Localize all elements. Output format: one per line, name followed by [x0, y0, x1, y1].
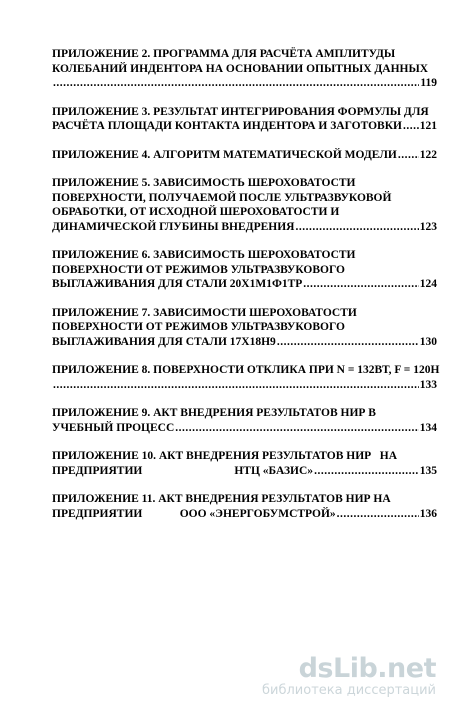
toc-page-number: 123	[419, 220, 437, 233]
table-of-contents	[52, 47, 440, 521]
toc-entry-lastline	[52, 464, 437, 479]
toc-entry-lastline	[52, 421, 437, 436]
toc-entry-appendix-10[interactable]	[52, 449, 437, 478]
toc-entry-lastline	[52, 335, 437, 350]
toc-entry-line: ПРИЛОЖЕНИЕ 9. АКТ ВНЕДРЕНИЯ РЕЗУЛЬТАТОВ НИР В	[52, 407, 376, 419]
toc-entry-lastline	[52, 148, 437, 163]
toc-entry-line: ВЫГЛАЖИВАНИЯ ДЛЯ СТАЛИ 17Х18Н9	[52, 335, 276, 348]
toc-entry-line: ПОВЕРХНОСТИ, ПОЛУЧАЕМОЙ ПОСЛЕ УЛЬТРАЗВУКОВОЙ	[52, 191, 392, 204]
toc-page-number: 134	[419, 421, 437, 434]
toc-leader-dots	[53, 76, 419, 91]
toc-page-number: 136	[419, 507, 437, 520]
toc-leader-dots	[403, 119, 419, 134]
watermark-logo: dsLib.net	[298, 653, 436, 684]
toc-entry-appendix-7[interactable]	[52, 306, 437, 350]
toc-leader-dots	[53, 378, 419, 393]
toc-page-number: 130	[419, 335, 437, 348]
toc-entry-appendix-9[interactable]	[52, 406, 437, 435]
toc-entry-line: ПОВЕРХНОСТИ ОТ РЕЖИМОВ УЛЬТРАЗВУКОВОГО	[52, 263, 345, 276]
toc-entry-appendix-11[interactable]	[52, 492, 437, 521]
toc-entry-line: УЧЕБНЫЙ ПРОЦЕСС	[52, 421, 175, 434]
toc-entry-line: РАСЧЁТА ПЛОЩАДИ КОНТАКТА ИНДЕНТОРА И ЗАГОТОВКИ	[52, 120, 402, 132]
toc-entry-line: ПРЕДПРИЯТИИ НТЦ «БАЗИС»	[52, 464, 314, 477]
toc-entry-appendix-3[interactable]	[52, 105, 437, 134]
toc-entry-line: ПОВЕРХНОСТИ ОТ РЕЖИМОВ УЛЬТРАЗВУКОВОГО	[52, 321, 345, 333]
toc-leader-dots	[175, 421, 418, 436]
toc-leader-dots	[295, 220, 418, 235]
toc-entry-line: КОЛЕБАНИЙ ИНДЕНТОРА НА ОСНОВАНИИ ОПЫТНЫХ ДАННЫХ	[52, 62, 429, 75]
toc-entry-line: ПРИЛОЖЕНИЕ 11. АКТ ВНЕДРЕНИЯ РЕЗУЛЬТАТОВ НИР НА	[52, 493, 391, 505]
toc-entry-line: ПРИЛОЖЕНИЕ 4. АЛГОРИТМ МАТЕМАТИЧЕСКОЙ МОДЕЛИ	[52, 148, 397, 161]
toc-entry-appendix-8[interactable]	[52, 363, 440, 392]
toc-entry-line: ВЫГЛАЖИВАНИЯ ДЛЯ СТАЛИ 20Х1М1Ф1ТР	[52, 278, 303, 290]
toc-entry-line: ОБРАБОТКИ, ОТ ИСХОДНОЙ ШЕРОХОВАТОСТИ И	[52, 206, 340, 218]
toc-entry-appendix-5[interactable]	[52, 176, 437, 234]
toc-entry-line: ПРИЛОЖЕНИЕ 5. ЗАВИСИМОСТЬ ШЕРОХОВАТОСТИ	[52, 177, 356, 189]
toc-page-number: 135	[419, 464, 437, 477]
toc-entry-appendix-4[interactable]	[52, 148, 437, 163]
toc-page-number: 119	[420, 77, 437, 89]
toc-entry-line: ПРИЛОЖЕНИЕ 10. АКТ ВНЕДРЕНИЯ РЕЗУЛЬТАТОВ НИР НА	[52, 450, 398, 462]
toc-leader-dots	[337, 507, 419, 522]
toc-leader-dots	[398, 148, 419, 163]
toc-page-number: 121	[419, 120, 437, 132]
toc-entry-line: ПРИЛОЖЕНИЕ 3. РЕЗУЛЬТАТ ИНТЕГРИРОВАНИЯ ФОРМУЛЫ ДЛЯ	[52, 105, 429, 118]
toc-entry-line: ПРИЛОЖЕНИЕ 2. ПРОГРАММА ДЛЯ РАСЧЁТА АМПЛИТУДЫ	[52, 48, 396, 60]
toc-entry-line: ДИНАМИЧЕСКОЙ ГЛУБИНЫ ВНЕДРЕНИЯ	[52, 220, 295, 233]
toc-leader-dots	[314, 464, 419, 479]
toc-page-number: 133	[419, 378, 437, 391]
toc-page-number: 124	[419, 278, 437, 290]
toc-leader-dots	[277, 335, 419, 350]
toc-entry-lastline	[52, 277, 437, 292]
toc-entry-lastline	[52, 507, 437, 522]
toc-entry-appendix-2[interactable]	[52, 47, 437, 91]
toc-entry-line: ПРЕДПРИЯТИИ ООО «ЭНЕРГОБУМСТРОЙ»	[52, 507, 336, 520]
toc-entry-line: ПРИЛОЖЕНИЕ 8. ПОВЕРХНОСТИ ОТКЛИКА ПРИ N = 132ВТ, F = 120Н	[52, 364, 440, 376]
watermark-subtitle: библиотека диссертаций	[262, 683, 436, 698]
toc-entry-lastline	[52, 119, 437, 134]
toc-entry-line: ПРИЛОЖЕНИЕ 7. ЗАВИСИМОСТИ ШЕРОХОВАТОСТИ	[52, 306, 357, 319]
dslib-watermark	[262, 655, 436, 699]
toc-entry-line: ПРИЛОЖЕНИЕ 6. ЗАВИСИМОСТЬ ШЕРОХОВАТОСТИ	[52, 249, 356, 261]
toc-entry-lastline	[52, 76, 437, 91]
toc-entry-lastline	[52, 378, 437, 393]
toc-entry-lastline	[52, 220, 437, 235]
toc-entry-appendix-6[interactable]	[52, 248, 437, 292]
toc-page-number: 122	[419, 148, 437, 161]
toc-leader-dots	[303, 277, 418, 292]
